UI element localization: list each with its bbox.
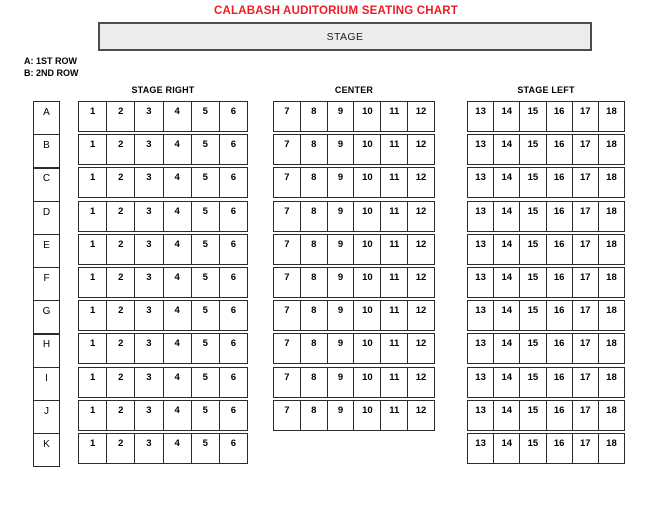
seat-J-15: 15 [520,401,546,430]
seat-G-7: 7 [274,301,301,330]
seat-G-17: 17 [573,301,599,330]
seat-E-15: 15 [520,235,546,264]
seat-D-10: 10 [354,202,381,231]
seat-G-1: 1 [79,301,107,330]
seat-C-12: 12 [415,172,427,184]
seat-E-11: 11 [381,235,408,264]
seat-G-13: 13 [468,301,494,330]
seat-C-2: 2 [107,168,135,197]
seat-J-4: 4 [164,401,192,430]
row-letter-G: G [33,300,60,334]
seat-K-3: 3 [135,434,163,463]
seat-F-14: 14 [494,268,520,297]
seat-D-18: 18 [606,205,617,217]
seat-K-18: 18 [606,437,617,449]
seat-A-12: 12 [415,106,427,117]
seat-row-E-stage-right [78,234,248,265]
seat-I-15: 15 [520,368,546,397]
seat-D-11: 11 [381,202,408,231]
seat-I-8: 8 [301,368,328,397]
seat-H-16: 16 [547,334,573,363]
seat-H-2: 2 [107,334,135,363]
seat-I-6: 6 [230,371,237,383]
row-letter-E: E [33,234,60,268]
seat-C-17: 17 [573,168,599,197]
row-letter-K: K [33,433,60,467]
seat-J-3: 3 [135,401,163,430]
seat-B-15: 15 [520,135,546,164]
seat-I-3: 3 [135,368,163,397]
seat-A-16: 16 [547,102,573,131]
seat-D-3: 3 [135,202,163,231]
seat-K-4: 4 [164,434,192,463]
seat-H-12: 12 [415,338,427,350]
seat-row-D-stage-left [467,201,625,232]
seat-B-1: 1 [79,135,107,164]
seat-row-A-stage-left [467,101,625,132]
seat-B-8: 8 [301,135,328,164]
seat-E-2: 2 [107,235,135,264]
seat-E-5: 5 [192,235,220,264]
seat-F-13: 13 [468,268,494,297]
seat-J-18: 18 [606,404,617,416]
seat-row-I-stage-right [78,367,248,398]
row-letter-F: F [33,267,60,301]
seat-G-10: 10 [354,301,381,330]
seat-J-5: 5 [192,401,220,430]
seat-B-4: 4 [164,135,192,164]
row-letter-D: D [33,201,60,235]
seat-I-9: 9 [328,368,355,397]
seat-H-7: 7 [274,334,301,363]
seat-K-16: 16 [547,434,573,463]
seat-B-6: 6 [230,139,237,151]
seat-C-14: 14 [494,168,520,197]
seat-G-3: 3 [135,301,163,330]
seat-H-18: 18 [606,338,617,350]
seat-G-2: 2 [107,301,135,330]
seat-F-4: 4 [164,268,192,297]
seat-A-2: 2 [107,102,135,131]
seat-C-10: 10 [354,168,381,197]
seat-F-5: 5 [192,268,220,297]
seat-I-17: 17 [573,368,599,397]
seat-F-18: 18 [606,271,617,283]
seat-C-3: 3 [135,168,163,197]
row-letter-I: I [33,367,60,401]
seat-K-6: 6 [230,437,237,449]
page-title: CALABASH AUDITORIUM SEATING CHART [213,5,459,17]
seat-F-3: 3 [135,268,163,297]
row-legend [24,55,79,79]
section-header-stage-left: STAGE LEFT [517,85,575,95]
seat-H-3: 3 [135,334,163,363]
seat-F-6: 6 [230,271,237,283]
seat-C-4: 4 [164,168,192,197]
seat-H-15: 15 [520,334,546,363]
seat-row-D-center [273,201,435,232]
seat-C-9: 9 [328,168,355,197]
seat-row-G-stage-left [467,300,625,331]
seat-K-17: 17 [573,434,599,463]
seat-F-16: 16 [547,268,573,297]
seat-A-10: 10 [354,102,381,131]
seat-J-6: 6 [230,404,237,416]
seat-G-11: 11 [381,301,408,330]
seat-row-C-stage-right [78,167,248,198]
seat-A-15: 15 [520,102,546,131]
seat-E-3: 3 [135,235,163,264]
seat-I-2: 2 [107,368,135,397]
row-letter-J: J [33,400,60,434]
seat-C-6: 6 [230,172,237,184]
seat-D-2: 2 [107,202,135,231]
legend-line-2: B: 2ND ROW [24,68,79,78]
seat-I-7: 7 [274,368,301,397]
seat-row-K-stage-right [78,433,248,464]
stage-box [98,22,592,51]
seat-row-B-stage-right [78,134,248,165]
seat-C-13: 13 [468,168,494,197]
seat-E-8: 8 [301,235,328,264]
seat-B-17: 17 [573,135,599,164]
seat-J-14: 14 [494,401,520,430]
seat-B-12: 12 [415,139,427,151]
seat-J-17: 17 [573,401,599,430]
seat-D-16: 16 [547,202,573,231]
seat-J-13: 13 [468,401,494,430]
seat-G-6: 6 [230,305,237,317]
seat-I-4: 4 [164,368,192,397]
seat-D-7: 7 [274,202,301,231]
seat-row-F-center [273,267,435,298]
seat-A-11: 11 [381,102,408,131]
seat-C-16: 16 [547,168,573,197]
seat-A-17: 17 [573,102,599,131]
seat-A-4: 4 [164,102,192,131]
seat-J-11: 11 [381,401,408,430]
seat-A-5: 5 [192,102,220,131]
seat-H-6: 6 [230,338,237,350]
seat-B-3: 3 [135,135,163,164]
seat-E-18: 18 [606,238,617,250]
seat-D-4: 4 [164,202,192,231]
seat-H-1: 1 [79,334,107,363]
seat-H-4: 4 [164,334,192,363]
seat-A-14: 14 [494,102,520,131]
seat-grid-stage-left [467,101,625,464]
seat-I-10: 10 [354,368,381,397]
seat-D-1: 1 [79,202,107,231]
seat-F-7: 7 [274,268,301,297]
seat-row-D-stage-right [78,201,248,232]
seat-B-16: 16 [547,135,573,164]
stage-label: STAGE [326,30,364,43]
section-header-center: CENTER [334,85,374,95]
seat-C-18: 18 [606,172,617,184]
seat-E-10: 10 [354,235,381,264]
seat-E-6: 6 [230,238,237,250]
seat-D-12: 12 [415,205,427,217]
seat-C-8: 8 [301,168,328,197]
seat-row-G-center [273,300,435,331]
seat-I-12: 12 [415,371,427,383]
seat-B-2: 2 [107,135,135,164]
seat-D-17: 17 [573,202,599,231]
seat-grid-stage-right [78,101,248,464]
seat-G-18: 18 [606,305,617,317]
seat-I-16: 16 [547,368,573,397]
seat-F-8: 8 [301,268,328,297]
seat-J-9: 9 [328,401,355,430]
seat-E-12: 12 [415,238,427,250]
seat-J-7: 7 [274,401,301,430]
seat-B-9: 9 [328,135,355,164]
seat-C-7: 7 [274,168,301,197]
seat-H-13: 13 [468,334,494,363]
seat-A-1: 1 [79,102,107,131]
seat-G-14: 14 [494,301,520,330]
seat-A-13: 13 [468,102,494,131]
seat-G-8: 8 [301,301,328,330]
seat-D-5: 5 [192,202,220,231]
row-letter-H: H [33,333,60,367]
seat-E-1: 1 [79,235,107,264]
seat-row-F-stage-right [78,267,248,298]
seat-row-J-stage-left [467,400,625,431]
seat-C-5: 5 [192,168,220,197]
seat-H-11: 11 [381,334,408,363]
seat-E-4: 4 [164,235,192,264]
seat-K-15: 15 [520,434,546,463]
seat-row-H-stage-right [78,333,248,364]
seat-B-7: 7 [274,135,301,164]
seat-F-12: 12 [415,271,427,283]
seat-row-E-stage-left [467,234,625,265]
seat-I-14: 14 [494,368,520,397]
seat-E-17: 17 [573,235,599,264]
seat-H-5: 5 [192,334,220,363]
seat-E-14: 14 [494,235,520,264]
seat-D-14: 14 [494,202,520,231]
row-letters-column [33,101,60,467]
seat-K-13: 13 [468,434,494,463]
seat-C-15: 15 [520,168,546,197]
seat-J-10: 10 [354,401,381,430]
seat-J-16: 16 [547,401,573,430]
seat-H-9: 9 [328,334,355,363]
seat-G-5: 5 [192,301,220,330]
seat-B-18: 18 [606,139,617,151]
seat-F-9: 9 [328,268,355,297]
seat-I-18: 18 [606,371,617,383]
seat-E-13: 13 [468,235,494,264]
seat-F-17: 17 [573,268,599,297]
seat-D-9: 9 [328,202,355,231]
seat-C-11: 11 [381,168,408,197]
seat-D-8: 8 [301,202,328,231]
seat-J-1: 1 [79,401,107,430]
seat-row-J-center [273,400,435,431]
row-letter-A: A [33,101,60,135]
seat-row-H-center [273,333,435,364]
seat-row-A-stage-right [78,101,248,132]
seat-G-4: 4 [164,301,192,330]
seat-row-K-stage-left [467,433,625,464]
seat-B-11: 11 [381,135,408,164]
seat-row-B-stage-left [467,134,625,165]
seat-D-13: 13 [468,202,494,231]
seat-F-11: 11 [381,268,408,297]
seat-row-I-stage-left [467,367,625,398]
seat-F-10: 10 [354,268,381,297]
seat-G-15: 15 [520,301,546,330]
seat-K-14: 14 [494,434,520,463]
seat-I-5: 5 [192,368,220,397]
seat-B-10: 10 [354,135,381,164]
seat-E-9: 9 [328,235,355,264]
seat-I-11: 11 [381,368,408,397]
seat-H-10: 10 [354,334,381,363]
seat-I-13: 13 [468,368,494,397]
seat-K-2: 2 [107,434,135,463]
seat-K-5: 5 [192,434,220,463]
seat-H-14: 14 [494,334,520,363]
seat-row-F-stage-left [467,267,625,298]
seat-F-15: 15 [520,268,546,297]
seat-G-9: 9 [328,301,355,330]
seat-B-14: 14 [494,135,520,164]
seat-row-E-center [273,234,435,265]
seat-row-C-stage-left [467,167,625,198]
seat-J-2: 2 [107,401,135,430]
seat-D-15: 15 [520,202,546,231]
seat-G-16: 16 [547,301,573,330]
seat-row-H-stage-left [467,333,625,364]
seat-J-8: 8 [301,401,328,430]
section-header-stage-right: STAGE RIGHT [131,85,195,95]
seat-G-12: 12 [415,305,427,317]
seat-F-1: 1 [79,268,107,297]
seat-H-17: 17 [573,334,599,363]
seat-E-7: 7 [274,235,301,264]
seat-row-C-center [273,167,435,198]
row-letter-B: B [33,134,60,168]
seat-H-8: 8 [301,334,328,363]
seat-grid-center [273,101,435,431]
seat-A-3: 3 [135,102,163,131]
seat-I-1: 1 [79,368,107,397]
seat-row-J-stage-right [78,400,248,431]
row-letter-C: C [33,167,60,201]
seat-row-G-stage-right [78,300,248,331]
seat-row-B-center [273,134,435,165]
legend-line-1: A: 1ST ROW [24,56,77,66]
seat-A-18: 18 [606,106,617,117]
seat-D-6: 6 [230,205,237,217]
seat-row-A-center [273,101,435,132]
seat-E-16: 16 [547,235,573,264]
seat-A-9: 9 [328,102,355,131]
seat-F-2: 2 [107,268,135,297]
seat-B-13: 13 [468,135,494,164]
seat-A-7: 7 [274,102,301,131]
seat-row-I-center [273,367,435,398]
seat-A-8: 8 [301,102,328,131]
seat-B-5: 5 [192,135,220,164]
seat-A-6: 6 [230,106,237,117]
seat-K-1: 1 [79,434,107,463]
seat-C-1: 1 [79,168,107,197]
seat-J-12: 12 [415,404,427,416]
